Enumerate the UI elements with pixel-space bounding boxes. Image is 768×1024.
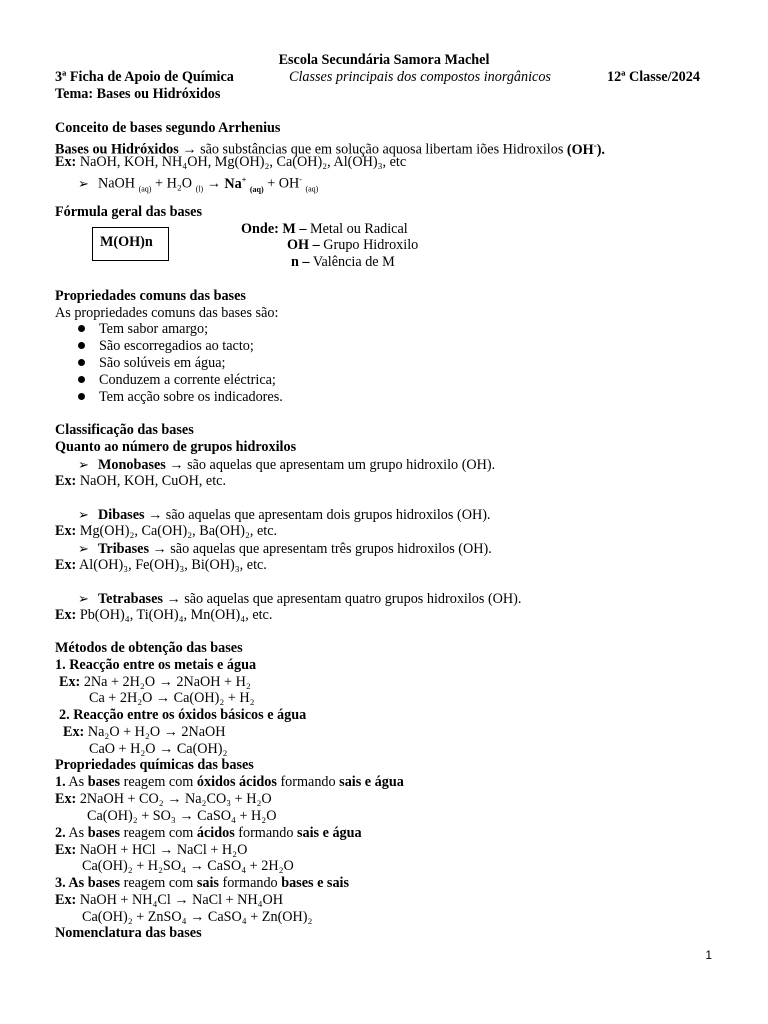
school-name: Escola Secundária Samora Machel	[278, 52, 490, 68]
dissociation-equation: ➢ NaOH $_{(aq)}$ + H₂O $_{(l)}$ → Na+ $_{(aq)}$ + OH- $_{(aq)}$	[78, 175, 319, 194]
classification-subheading: Quanto ao número de grupos hidroxilos	[55, 439, 297, 455]
arrow-icon: →	[182, 141, 197, 158]
list-item: Tem sabor amargo;	[78, 321, 208, 338]
class-year: 12ª Classe/2024	[607, 69, 700, 85]
arrow-icon: →	[152, 541, 167, 557]
chevron-icon: ➢	[78, 175, 89, 191]
properties-heading: Propriedades comuns das bases	[55, 288, 246, 304]
formula-heading: Fórmula geral das bases	[55, 204, 202, 220]
list-item: Conduzem a corrente eléctrica;	[78, 372, 276, 389]
arrow-icon: →	[169, 457, 184, 473]
chemprop-3-example-1: Ex: NaOH + NH₄Cl → NaCl + NH₄OH	[55, 892, 284, 908]
monobases-definition: ➢ Monobases → são aquelas que apresentam um grupo hidroxilo (OH).	[78, 457, 496, 473]
chemprop-3: 3. As bases reagem com sais formando bases e sais	[55, 875, 349, 891]
bullet-icon	[78, 325, 85, 332]
method-2-example-1: Ex: Na₂O + H₂O → 2NaOH	[63, 724, 226, 740]
dibases-definition: ➢ Dibases → são aquelas que apresentam dois grupos hidroxilos (OH).	[78, 507, 491, 523]
dibases-example: Ex: Mg(OH)₂, Ca(OH)₂, Ba(OH)₂, etc.	[55, 523, 278, 539]
tribases-definition: ➢ Tribases → são aquelas que apresentam três grupos hidroxilos (OH).	[78, 541, 492, 557]
chevron-icon: ➢	[78, 591, 89, 606]
arrhenius-example: Ex: NaOH, KOH, NH₄OH, Mg(OH)₂, Ca(OH)₂, Al(OH)₃, etc	[55, 154, 407, 170]
page-number: 1	[705, 948, 712, 962]
methods-heading: Métodos de obtenção das bases	[55, 640, 243, 656]
tetrabases-definition: ➢ Tetrabases → são aquelas que apresentam quatro grupos hidroxilos (OH).	[78, 591, 522, 607]
chemprop-2-example-2: Ca(OH)₂ + H₂SO₄ → CaSO₄ + 2H₂O	[82, 858, 294, 874]
bullet-icon	[78, 342, 85, 349]
list-item: São escorregadios ao tacto;	[78, 338, 254, 355]
chevron-icon: ➢	[78, 457, 89, 472]
method-2-title: 2. Reacção entre os óxidos básicos e água	[59, 707, 307, 723]
worksheet-title: 3ª Ficha de Apoio de Química	[55, 69, 234, 85]
formula-legend-oh: OH – Grupo Hidroxilo	[287, 237, 419, 253]
worksheet-subtitle: Classes principais dos compostos inorgânicos	[289, 69, 551, 85]
chemprop-1: 1. As bases reagem com óxidos ácidos formando sais e água	[55, 774, 404, 790]
method-1-example-2: Ca + 2H₂O → Ca(OH)₂ + H₂	[89, 690, 255, 706]
classification-heading: Classificação das bases	[55, 422, 194, 438]
tribases-example: Ex: Al(OH)₃, Fe(OH)₃, Bi(OH)₃, etc.	[55, 557, 267, 573]
chemprop-3-example-2: Ca(OH)₂ + ZnSO₄ → CaSO₄ + Zn(OH)₂	[82, 909, 313, 925]
nomenclature-heading: Nomenclatura das bases	[55, 925, 202, 941]
general-formula-box: M(OH)n	[92, 227, 169, 261]
formula-legend-n: n – Valência de M	[291, 254, 395, 270]
chemprop-1-example-2: Ca(OH)₂ + SO₃ → CaSO₄ + H₂O	[87, 808, 277, 824]
list-item: São solúveis em água;	[78, 355, 225, 372]
list-item: Tem acção sobre os indicadores.	[78, 389, 283, 406]
bullet-icon	[78, 376, 85, 383]
properties-intro: As propriedades comuns das bases são:	[55, 305, 279, 321]
arrhenius-definition: Bases ou Hidróxidos → são substâncias que em solução aquosa libertam iões Hidroxilos (OH-).	[55, 140, 605, 158]
chevron-icon: ➢	[78, 541, 89, 556]
monobases-example: Ex: NaOH, KOH, CuOH, etc.	[55, 473, 227, 489]
method-1-example-1: Ex: 2Na + 2H₂O → 2NaOH + H₂	[59, 674, 251, 690]
bullet-icon	[78, 359, 85, 366]
arrow-icon: →	[206, 175, 221, 192]
arrow-icon: →	[148, 507, 163, 523]
method-1-title: 1. Reacção entre os metais e água	[55, 657, 257, 673]
topic: Tema: Bases ou Hidróxidos	[55, 86, 221, 102]
chemprop-2: 2. As bases reagem com ácidos formando sais e água	[55, 825, 362, 841]
arrhenius-heading: Conceito de bases segundo Arrhenius	[55, 120, 281, 136]
chemprop-2-example-1: Ex: NaOH + HCl → NaCl + H₂O	[55, 842, 248, 858]
arrow-icon: →	[166, 591, 181, 607]
chemprop-1-example-1: Ex: 2NaOH + CO₂ → Na₂CO₃ + H₂O	[55, 791, 272, 807]
tetrabases-example: Ex: Pb(OH)₄, Ti(OH)₄, Mn(OH)₄, etc.	[55, 607, 273, 623]
formula-legend-m: Onde: M – Metal ou Radical	[241, 221, 408, 237]
bullet-icon	[78, 393, 85, 400]
chevron-icon: ➢	[78, 507, 89, 522]
method-2-example-2: CaO + H₂O → Ca(OH)₂	[89, 741, 228, 757]
chemprops-heading: Propriedades químicas das bases	[55, 757, 254, 773]
